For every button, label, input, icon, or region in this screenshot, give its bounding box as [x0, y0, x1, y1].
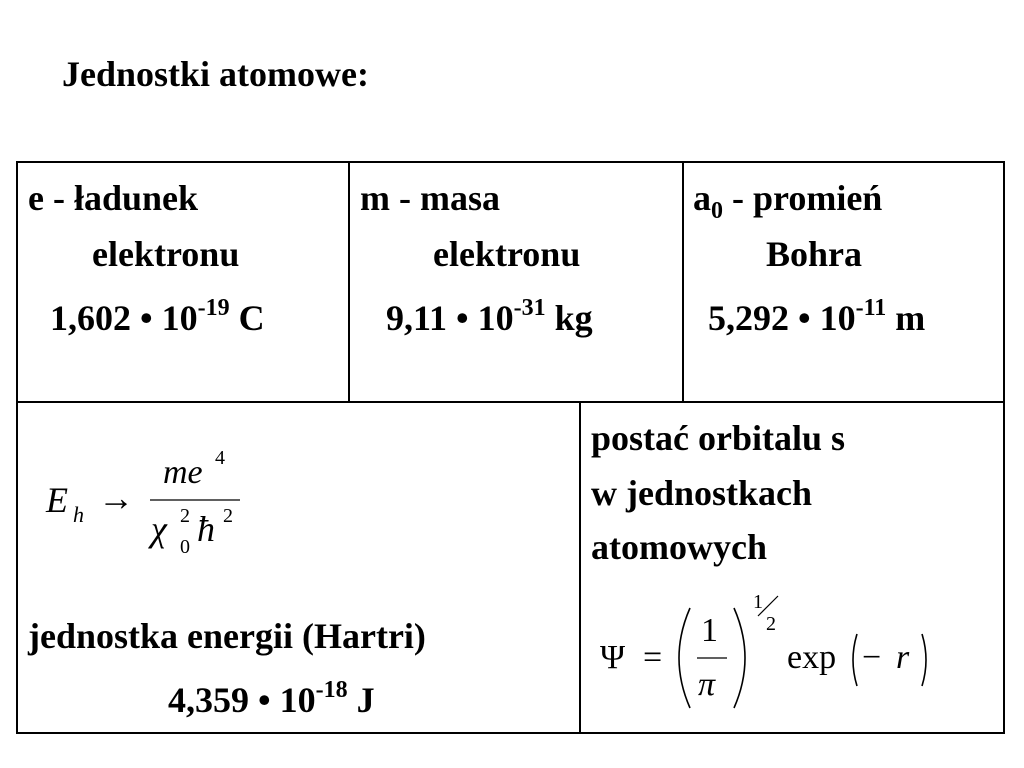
page-title: Jednostki atomowe: — [62, 54, 369, 94]
equals-sign: = — [643, 639, 663, 676]
energy-value: 4,359 • $10^{-18}$ J — [168, 677, 375, 720]
table-column-divider — [579, 401, 581, 734]
arrow-symbol: → — [98, 478, 134, 518]
orbital-label-line1: postać orbitalu s — [591, 418, 846, 458]
exp-parentheses — [0, 0, 1, 1]
hbar-exponent: 2 — [223, 505, 233, 527]
numerator-exponent: 4 — [215, 447, 225, 469]
chi-symbol: χ — [151, 509, 167, 549]
chi-exponent: 2 — [180, 505, 190, 527]
table-column-divider — [682, 161, 684, 402]
bohr-value: 5,292 • $10^{-11}$ m — [708, 295, 926, 338]
minus-sign: − — [862, 639, 882, 676]
chi-subscript: 0 — [180, 536, 190, 558]
table-column-divider — [348, 161, 350, 402]
psi-symbol: Ψ — [600, 639, 626, 676]
charge-label: e - ładunek — [28, 178, 199, 218]
energy-label: jednostka energii (Hartri) — [28, 616, 426, 656]
r-variable: r — [896, 639, 910, 676]
charge-value: 1,602 • $10^{-19}$ C — [50, 295, 265, 338]
orbital-label-line2: w jednostkach — [591, 473, 813, 513]
exp-function: exp — [787, 639, 837, 676]
bohr-label-cont: Bohra — [766, 234, 863, 274]
numerator-me: me — [163, 454, 203, 491]
pi-symbol: π — [698, 666, 716, 703]
fraction-numerator: 1 — [701, 612, 718, 649]
energy-symbol: E — [46, 480, 68, 520]
energy-subscript: h — [73, 502, 84, 527]
mass-label-cont: elektronu — [433, 234, 581, 274]
exponent-numerator: 1 — [753, 591, 763, 613]
mass-label: m - masa — [360, 178, 500, 218]
exponent-denominator: 2 — [766, 613, 776, 635]
table-row-divider — [16, 401, 1005, 403]
charge-label-cont: elektronu — [92, 234, 240, 274]
hbar-symbol: ħ — [197, 509, 215, 549]
orbital-label-line3: atomowych — [591, 527, 767, 567]
bohr-label: $a_0$ - promień — [693, 178, 883, 224]
mass-value: 9,11 • $10^{-31}$ kg — [386, 295, 593, 338]
